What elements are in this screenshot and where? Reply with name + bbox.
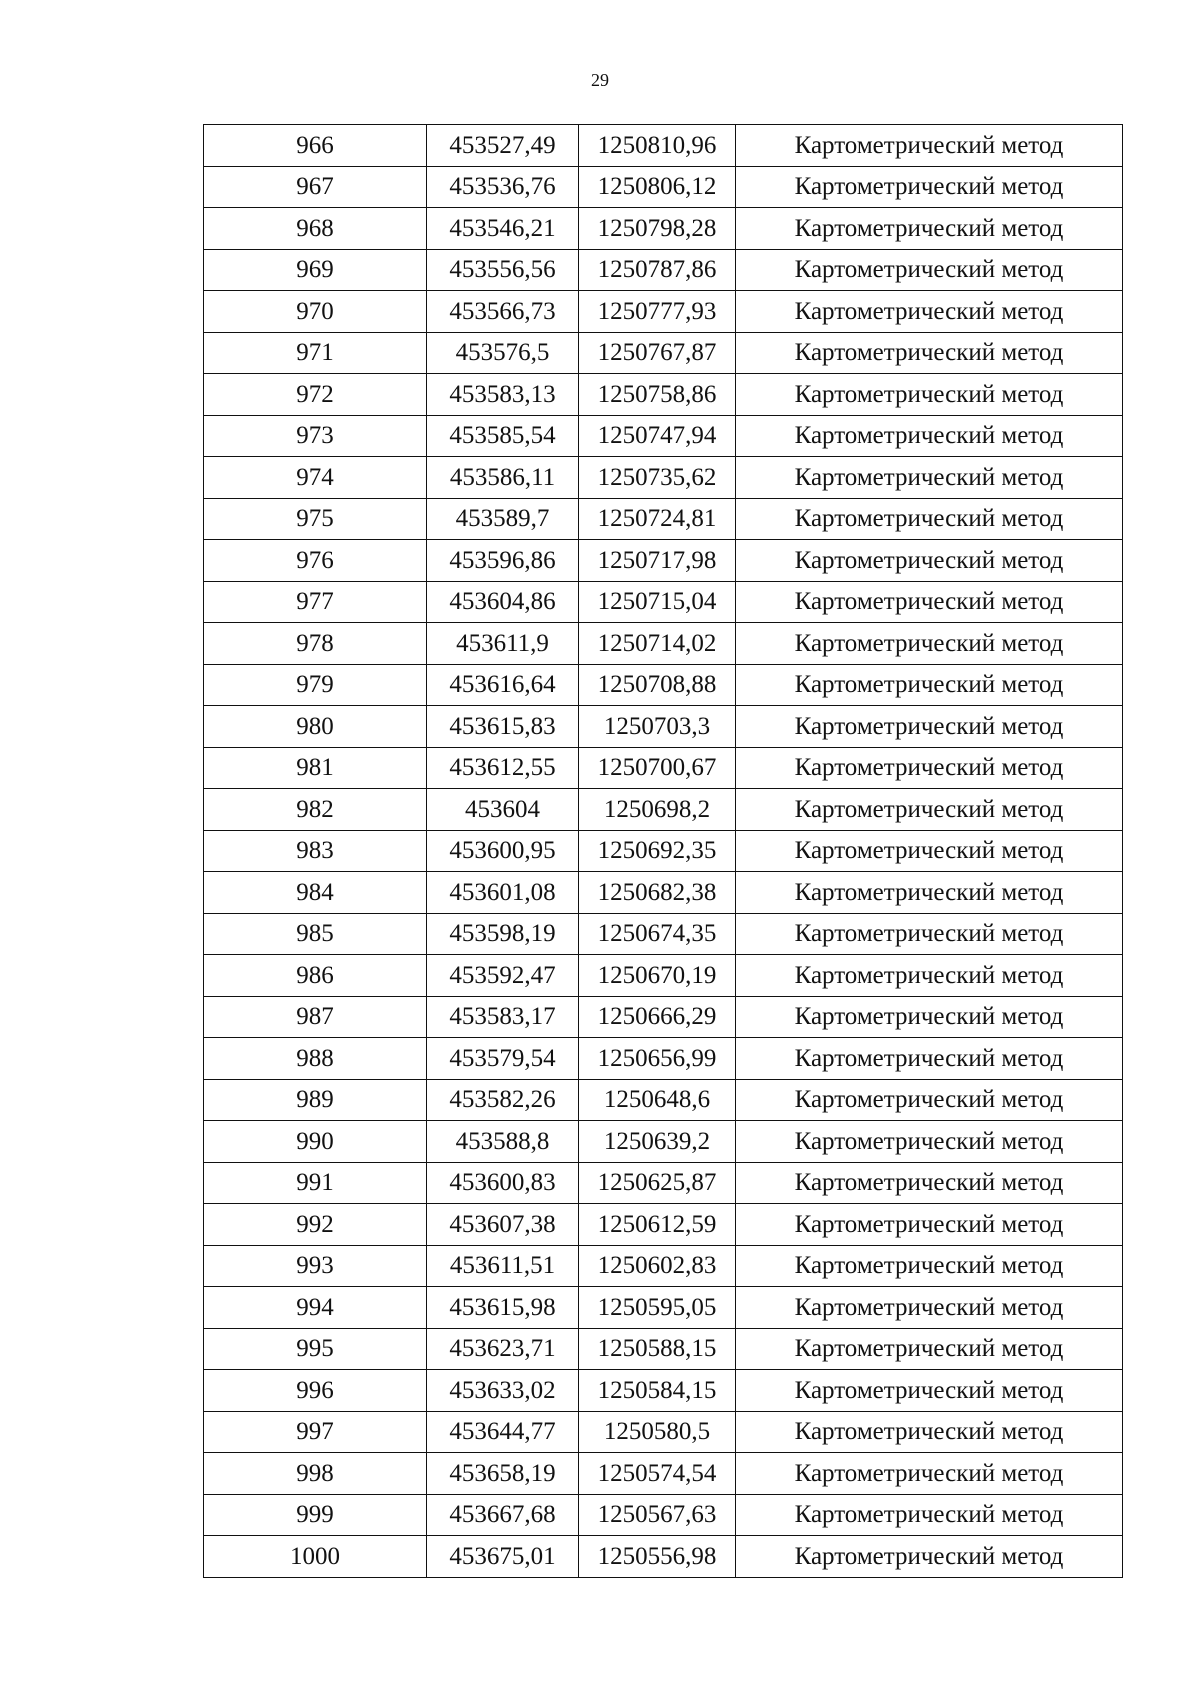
coordinate-y-cell: 1250717,98 <box>579 540 736 582</box>
coordinates-table-body <box>204 125 1123 1578</box>
method-cell: Картометрический метод <box>736 872 1123 914</box>
point-number-cell: 979 <box>204 664 427 706</box>
table-row <box>204 747 1123 789</box>
table-row <box>204 540 1123 582</box>
table-row <box>204 125 1123 167</box>
coordinate-y-cell: 1250700,67 <box>579 747 736 789</box>
coordinate-x-cell: 453583,17 <box>427 996 579 1038</box>
coordinate-x-cell: 453601,08 <box>427 872 579 914</box>
method-cell: Картометрический метод <box>736 540 1123 582</box>
coordinate-y-cell: 1250758,86 <box>579 374 736 416</box>
coordinate-y-cell: 1250574,54 <box>579 1453 736 1495</box>
method-cell: Картометрический метод <box>736 1536 1123 1578</box>
coordinate-x-cell: 453556,56 <box>427 249 579 291</box>
coordinate-y-cell: 1250708,88 <box>579 664 736 706</box>
point-number-cell: 968 <box>204 208 427 250</box>
method-cell: Картометрический метод <box>736 291 1123 333</box>
coordinate-x-cell: 453623,71 <box>427 1328 579 1370</box>
coordinate-x-cell: 453600,95 <box>427 830 579 872</box>
table-row <box>204 1204 1123 1246</box>
table-row <box>204 1453 1123 1495</box>
coordinate-x-cell: 453582,26 <box>427 1079 579 1121</box>
method-cell: Картометрический метод <box>736 789 1123 831</box>
coordinate-x-cell: 453546,21 <box>427 208 579 250</box>
table-row <box>204 457 1123 499</box>
method-cell: Картометрический метод <box>736 747 1123 789</box>
coordinate-x-cell: 453615,83 <box>427 706 579 748</box>
table-row <box>204 789 1123 831</box>
coordinate-y-cell: 1250735,62 <box>579 457 736 499</box>
method-cell: Картометрический метод <box>736 1162 1123 1204</box>
coordinate-x-cell: 453644,77 <box>427 1411 579 1453</box>
table-row <box>204 996 1123 1038</box>
table-row <box>204 1370 1123 1412</box>
method-cell: Картометрический метод <box>736 125 1123 167</box>
table-row <box>204 872 1123 914</box>
coordinate-y-cell: 1250567,63 <box>579 1494 736 1536</box>
coordinate-y-cell: 1250703,3 <box>579 706 736 748</box>
coordinate-x-cell: 453611,51 <box>427 1245 579 1287</box>
coordinate-y-cell: 1250787,86 <box>579 249 736 291</box>
coordinate-x-cell: 453611,9 <box>427 623 579 665</box>
point-number-cell: 998 <box>204 1453 427 1495</box>
method-cell: Картометрический метод <box>736 1287 1123 1329</box>
table-row <box>204 706 1123 748</box>
coordinate-y-cell: 1250714,02 <box>579 623 736 665</box>
table-row <box>204 1411 1123 1453</box>
method-cell: Картометрический метод <box>736 166 1123 208</box>
coordinate-y-cell: 1250648,6 <box>579 1079 736 1121</box>
method-cell: Картометрический метод <box>736 623 1123 665</box>
coordinate-y-cell: 1250602,83 <box>579 1245 736 1287</box>
table-row <box>204 1287 1123 1329</box>
point-number-cell: 996 <box>204 1370 427 1412</box>
method-cell: Картометрический метод <box>736 1079 1123 1121</box>
table-row <box>204 664 1123 706</box>
method-cell: Картометрический метод <box>736 581 1123 623</box>
table-row <box>204 291 1123 333</box>
coordinate-y-cell: 1250806,12 <box>579 166 736 208</box>
table-row <box>204 830 1123 872</box>
coordinate-x-cell: 453612,55 <box>427 747 579 789</box>
coordinate-x-cell: 453675,01 <box>427 1536 579 1578</box>
method-cell: Картометрический метод <box>736 332 1123 374</box>
coordinates-table <box>203 124 1123 1578</box>
coordinate-x-cell: 453658,19 <box>427 1453 579 1495</box>
table-row <box>204 166 1123 208</box>
coordinate-x-cell: 453592,47 <box>427 955 579 997</box>
coordinate-y-cell: 1250584,15 <box>579 1370 736 1412</box>
method-cell: Картометрический метод <box>736 996 1123 1038</box>
coordinate-x-cell: 453604 <box>427 789 579 831</box>
method-cell: Картометрический метод <box>736 913 1123 955</box>
table-row <box>204 498 1123 540</box>
coordinate-x-cell: 453600,83 <box>427 1162 579 1204</box>
method-cell: Картометрический метод <box>736 498 1123 540</box>
method-cell: Картометрический метод <box>736 415 1123 457</box>
point-number-cell: 975 <box>204 498 427 540</box>
coordinate-x-cell: 453633,02 <box>427 1370 579 1412</box>
method-cell: Картометрический метод <box>736 374 1123 416</box>
point-number-cell: 971 <box>204 332 427 374</box>
point-number-cell: 990 <box>204 1121 427 1163</box>
table-row <box>204 1079 1123 1121</box>
coordinate-y-cell: 1250666,29 <box>579 996 736 1038</box>
point-number-cell: 980 <box>204 706 427 748</box>
point-number-cell: 989 <box>204 1079 427 1121</box>
coordinate-y-cell: 1250767,87 <box>579 332 736 374</box>
coordinate-y-cell: 1250670,19 <box>579 955 736 997</box>
coordinate-y-cell: 1250674,35 <box>579 913 736 955</box>
point-number-cell: 987 <box>204 996 427 1038</box>
point-number-cell: 992 <box>204 1204 427 1246</box>
coordinate-y-cell: 1250810,96 <box>579 125 736 167</box>
coordinate-y-cell: 1250595,05 <box>579 1287 736 1329</box>
method-cell: Картометрический метод <box>736 1204 1123 1246</box>
point-number-cell: 991 <box>204 1162 427 1204</box>
point-number-cell: 969 <box>204 249 427 291</box>
table-row <box>204 249 1123 291</box>
coordinate-x-cell: 453583,13 <box>427 374 579 416</box>
coordinate-y-cell: 1250682,38 <box>579 872 736 914</box>
coordinate-y-cell: 1250747,94 <box>579 415 736 457</box>
coordinate-y-cell: 1250715,04 <box>579 581 736 623</box>
point-number-cell: 993 <box>204 1245 427 1287</box>
coordinate-x-cell: 453598,19 <box>427 913 579 955</box>
method-cell: Картометрический метод <box>736 706 1123 748</box>
table-row <box>204 955 1123 997</box>
coordinate-x-cell: 453527,49 <box>427 125 579 167</box>
point-number-cell: 970 <box>204 291 427 333</box>
coordinate-x-cell: 453615,98 <box>427 1287 579 1329</box>
point-number-cell: 981 <box>204 747 427 789</box>
table-row <box>204 913 1123 955</box>
coordinate-x-cell: 453616,64 <box>427 664 579 706</box>
coordinate-x-cell: 453585,54 <box>427 415 579 457</box>
coordinate-x-cell: 453536,76 <box>427 166 579 208</box>
coordinate-y-cell: 1250625,87 <box>579 1162 736 1204</box>
point-number-cell: 997 <box>204 1411 427 1453</box>
point-number-cell: 982 <box>204 789 427 831</box>
coordinate-y-cell: 1250798,28 <box>579 208 736 250</box>
coordinate-y-cell: 1250580,5 <box>579 1411 736 1453</box>
point-number-cell: 1000 <box>204 1536 427 1578</box>
point-number-cell: 994 <box>204 1287 427 1329</box>
coordinate-x-cell: 453586,11 <box>427 457 579 499</box>
point-number-cell: 986 <box>204 955 427 997</box>
point-number-cell: 978 <box>204 623 427 665</box>
table-row <box>204 1494 1123 1536</box>
method-cell: Картометрический метод <box>736 1038 1123 1080</box>
method-cell: Картометрический метод <box>736 830 1123 872</box>
coordinate-y-cell: 1250556,98 <box>579 1536 736 1578</box>
coordinate-x-cell: 453589,7 <box>427 498 579 540</box>
table-row <box>204 581 1123 623</box>
point-number-cell: 983 <box>204 830 427 872</box>
method-cell: Картометрический метод <box>736 1370 1123 1412</box>
coordinate-y-cell: 1250588,15 <box>579 1328 736 1370</box>
coordinate-x-cell: 453579,54 <box>427 1038 579 1080</box>
coordinate-x-cell: 453596,86 <box>427 540 579 582</box>
point-number-cell: 985 <box>204 913 427 955</box>
table-row <box>204 1328 1123 1370</box>
method-cell: Картометрический метод <box>736 208 1123 250</box>
coordinate-y-cell: 1250612,59 <box>579 1204 736 1246</box>
point-number-cell: 967 <box>204 166 427 208</box>
point-number-cell: 999 <box>204 1494 427 1536</box>
coordinate-x-cell: 453667,68 <box>427 1494 579 1536</box>
coordinate-x-cell: 453588,8 <box>427 1121 579 1163</box>
table-row <box>204 208 1123 250</box>
table-row <box>204 1038 1123 1080</box>
coordinate-y-cell: 1250777,93 <box>579 291 736 333</box>
point-number-cell: 972 <box>204 374 427 416</box>
method-cell: Картометрический метод <box>736 1453 1123 1495</box>
table-row <box>204 1245 1123 1287</box>
coordinate-y-cell: 1250692,35 <box>579 830 736 872</box>
table-row <box>204 1536 1123 1578</box>
table-row <box>204 332 1123 374</box>
coordinate-x-cell: 453607,38 <box>427 1204 579 1246</box>
point-number-cell: 977 <box>204 581 427 623</box>
table-row <box>204 374 1123 416</box>
coordinate-y-cell: 1250698,2 <box>579 789 736 831</box>
coordinate-x-cell: 453566,73 <box>427 291 579 333</box>
point-number-cell: 984 <box>204 872 427 914</box>
method-cell: Картометрический метод <box>736 955 1123 997</box>
coordinate-x-cell: 453576,5 <box>427 332 579 374</box>
method-cell: Картометрический метод <box>736 1494 1123 1536</box>
method-cell: Картометрический метод <box>736 1121 1123 1163</box>
point-number-cell: 966 <box>204 125 427 167</box>
table-row <box>204 1162 1123 1204</box>
method-cell: Картометрический метод <box>736 1245 1123 1287</box>
method-cell: Картометрический метод <box>736 457 1123 499</box>
point-number-cell: 988 <box>204 1038 427 1080</box>
point-number-cell: 973 <box>204 415 427 457</box>
method-cell: Картометрический метод <box>736 1411 1123 1453</box>
table-row <box>204 623 1123 665</box>
coordinate-y-cell: 1250656,99 <box>579 1038 736 1080</box>
method-cell: Картометрический метод <box>736 249 1123 291</box>
coordinate-y-cell: 1250639,2 <box>579 1121 736 1163</box>
method-cell: Картометрический метод <box>736 664 1123 706</box>
point-number-cell: 995 <box>204 1328 427 1370</box>
method-cell: Картометрический метод <box>736 1328 1123 1370</box>
page-number: 29 <box>591 70 609 90</box>
point-number-cell: 976 <box>204 540 427 582</box>
coordinate-x-cell: 453604,86 <box>427 581 579 623</box>
point-number-cell: 974 <box>204 457 427 499</box>
table-row <box>204 415 1123 457</box>
table-row <box>204 1121 1123 1163</box>
coordinate-y-cell: 1250724,81 <box>579 498 736 540</box>
